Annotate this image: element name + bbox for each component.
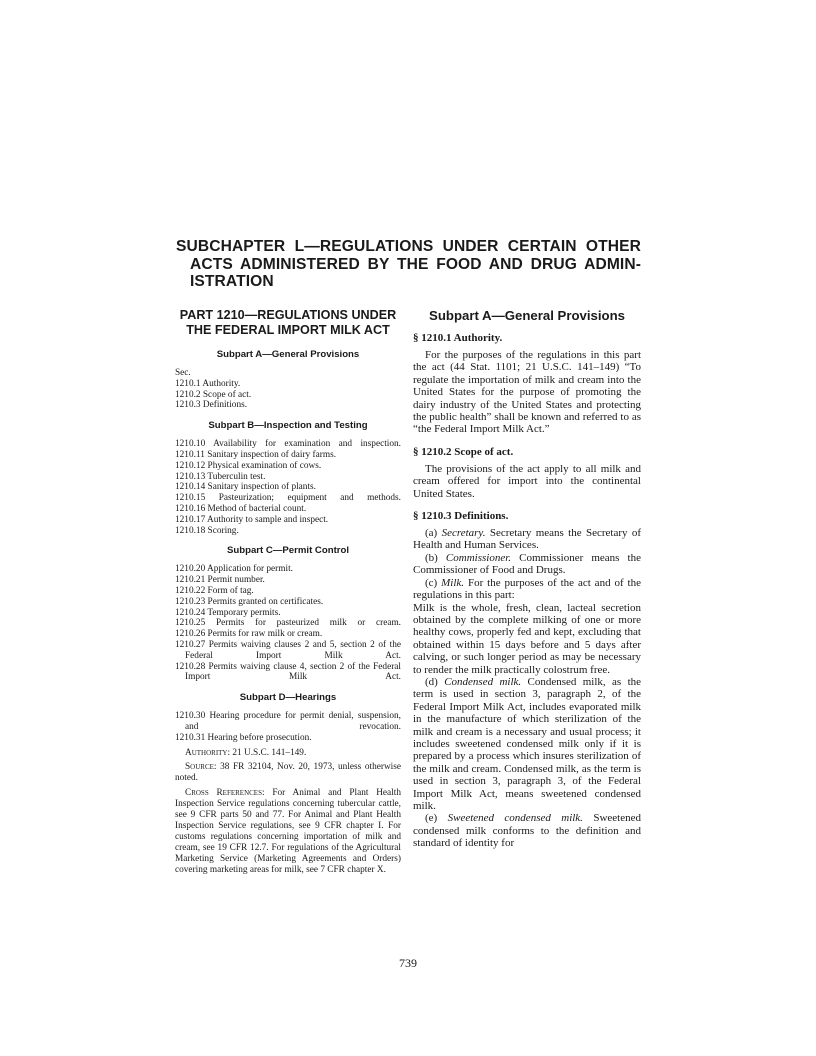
toc-subpart-d bbox=[175, 711, 401, 743]
toc-subpart-b-heading: Subpart B—Inspection and Testing bbox=[208, 420, 368, 432]
toc-entry: 1210.25 Permits for pasteurized milk or cream. bbox=[175, 618, 401, 629]
definition-e-lead: (e) bbox=[425, 812, 448, 825]
subchapter-line-2: ACTS ADMINISTERED BY THE FOOD AND DRUG ADMIN- bbox=[190, 255, 641, 273]
toc-subpart-b bbox=[175, 439, 401, 536]
toc-entry: 1210.31 Hearing before prosecution. bbox=[175, 732, 312, 743]
left-column bbox=[175, 308, 401, 875]
definition-c bbox=[413, 577, 641, 602]
right-column bbox=[413, 308, 641, 850]
definition-c-text: For the purposes of the act and of the regulations in this part: bbox=[413, 576, 641, 602]
toc-entry: 1210.30 Hearing procedure for permit denial, suspension, and revocation. bbox=[175, 711, 401, 732]
toc-entry: 1210.24 Temporary permits. bbox=[175, 607, 281, 618]
milk-definition-text: Milk is the whole, fresh, clean, lacteal secretion obtained by the complete milking of one or more healthy cows, properly fed and kept, excluding that obtained within 15 days before and 5 days after calving, or such longer period as may be necessary to render the milk practically colostrum free. bbox=[413, 601, 641, 676]
toc-subpart-a bbox=[175, 368, 401, 411]
toc-entry: 1210.28 Permits waiving clause 4, section 2 of the Federal Import Milk Act. bbox=[175, 661, 401, 683]
definition-d-text: Condensed milk, as the term is used in section 3, paragraph 2, of the Federal Import Milk Act, includes evaporated milk in the manufacture of which sterilization of the milk and cream is a necessary and usual process; it includes sweetened condensed milk only if it is prepared by a process which insures sterilization of the milk and cream. Condensed milk, as the term is used in section 3, paragraph 3, of the Federal Import Milk Act, means sweetened condensed milk. bbox=[413, 675, 642, 812]
toc-entry: 1210.1 Authority. bbox=[175, 378, 241, 389]
cross-references-text: For Animal and Plant Health Inspection Service regulations concerning tubercular cattle, see 9 CFR parts 50 and 77. For Animal and Plant Health Inspection Service regulations, see 9 CFR chapter I. For customs regulations concerning importation of milk and cream, see 19 CFR 12.7. For regulations of the Agricultural Marketing Service (Marketing Agreements and Orders) covering marketing areas for milk, see 7 CFR chapter X. bbox=[175, 788, 401, 875]
definition-b-text: Commissioner means the Commissioner of Food and Drugs. bbox=[413, 551, 641, 577]
definition-c-term: Milk. bbox=[441, 576, 465, 589]
cross-references-label: Cross References: bbox=[185, 788, 265, 799]
toc-entry: 1210.21 Permit number. bbox=[175, 575, 265, 586]
toc-entry: 1210.14 Sanitary inspection of plants. bbox=[175, 482, 316, 493]
source-label: Source: bbox=[185, 762, 217, 773]
definition-b-term: Commissioner. bbox=[445, 551, 512, 564]
source-text: 38 FR 32104, Nov. 20, 1973, unless otherwise noted. bbox=[175, 762, 401, 784]
toc-subpart-a-heading: Subpart A—General Provisions bbox=[216, 349, 360, 360]
authority-note bbox=[175, 748, 401, 759]
definition-e-term: Sweetened condensed milk. bbox=[447, 812, 583, 825]
toc-subpart-c-heading: Subpart C—Permit Control bbox=[226, 545, 350, 557]
toc-entry: 1210.3 Definitions. bbox=[175, 400, 248, 411]
definition-b-lead: (b) bbox=[425, 551, 446, 564]
authority-label: Authority: bbox=[185, 747, 231, 758]
definition-d-lead: (d) bbox=[425, 675, 445, 688]
toc-entry: 1210.11 Sanitary inspection of dairy farms. bbox=[175, 449, 337, 460]
toc-entry: 1210.13 Tuberculin test. bbox=[175, 471, 266, 482]
definition-a-lead: (a) bbox=[425, 527, 442, 540]
section-1210-1-heading: § 1210.1 Authority. bbox=[413, 332, 503, 344]
toc-entry: 1210.15 Pasteurization; equipment and methods. bbox=[175, 493, 401, 504]
toc-subpart-d-heading: Subpart D—Hearings bbox=[239, 692, 337, 704]
part-title-line-1: PART 1210—REGULATIONS UNDER bbox=[179, 308, 397, 322]
toc-entry: 1210.2 Scope of act. bbox=[175, 389, 252, 400]
toc-entry: 1210.23 Permits granted on certificates. bbox=[175, 596, 324, 607]
toc-subpart-c bbox=[175, 564, 401, 683]
cross-references-note bbox=[175, 788, 401, 875]
toc-entry: 1210.16 Method of bacterial count. bbox=[175, 503, 307, 514]
subchapter-line-1: SUBCHAPTER L—REGULATIONS UNDER CERTAIN OTHER bbox=[176, 238, 641, 255]
subpart-a-heading: Subpart A—General Provisions bbox=[429, 308, 625, 323]
subchapter-heading bbox=[176, 238, 641, 291]
toc-entry: 1210.10 Availability for examination and inspection. bbox=[175, 439, 401, 450]
source-note bbox=[175, 762, 401, 784]
section-1210-2-heading: § 1210.2 Scope of act. bbox=[413, 445, 514, 458]
toc-entry: 1210.22 Form of tag. bbox=[175, 585, 254, 596]
definition-a-term: Secretary. bbox=[441, 527, 486, 540]
section-1210-3-heading: § 1210.3 Definitions. bbox=[413, 510, 509, 523]
section-1210-1-text: For the purposes of the regulations in this part the act (44 Stat. 1101; 21 U.S.C. 141–149) “To regulate the importation of milk and cream into the United States for the purpose of promoting the dairy industry of the United States and protecting the public health” shall be known and referred to as “the Federal Import Milk Act.” bbox=[413, 349, 641, 436]
definition-a-text: Secretary means the Secretary of Health and Human Services. bbox=[413, 527, 642, 552]
page-number: 739 bbox=[399, 956, 417, 970]
subchapter-line-3: ISTRATION bbox=[190, 273, 274, 290]
toc-sec-label: Sec. bbox=[175, 368, 191, 378]
definition-e-text: Sweetened condensed milk conforms to the definition and standard of identity for bbox=[413, 812, 641, 850]
definition-b bbox=[413, 552, 641, 577]
definition-a bbox=[413, 527, 641, 552]
toc-entry: 1210.20 Application for permit. bbox=[175, 564, 293, 575]
section-1210-2-text: The provisions of the act apply to all milk and cream offered for import into the continental United States. bbox=[413, 462, 641, 500]
toc-entry: 1210.27 Permits waiving clauses 2 and 5, section 2 of the Federal Import Milk Act. bbox=[175, 639, 401, 661]
definition-c-lead: (c) bbox=[425, 576, 442, 589]
definition-d-term: Condensed milk. bbox=[444, 675, 522, 688]
toc-entry: 1210.12 Physical examination of cows. bbox=[175, 460, 322, 471]
toc-entry: 1210.26 Permits for raw milk or cream. bbox=[175, 629, 323, 640]
part-title bbox=[175, 308, 401, 337]
definition-d bbox=[413, 676, 641, 812]
part-title-line-2: THE FEDERAL IMPORT MILK ACT bbox=[186, 322, 390, 337]
toc-entry: 1210.17 Authority to sample and inspect. bbox=[175, 514, 329, 525]
toc-entry: 1210.18 Scoring. bbox=[175, 525, 239, 536]
authority-text: 21 U.S.C. 141–149. bbox=[230, 747, 307, 758]
definition-e bbox=[413, 812, 641, 849]
